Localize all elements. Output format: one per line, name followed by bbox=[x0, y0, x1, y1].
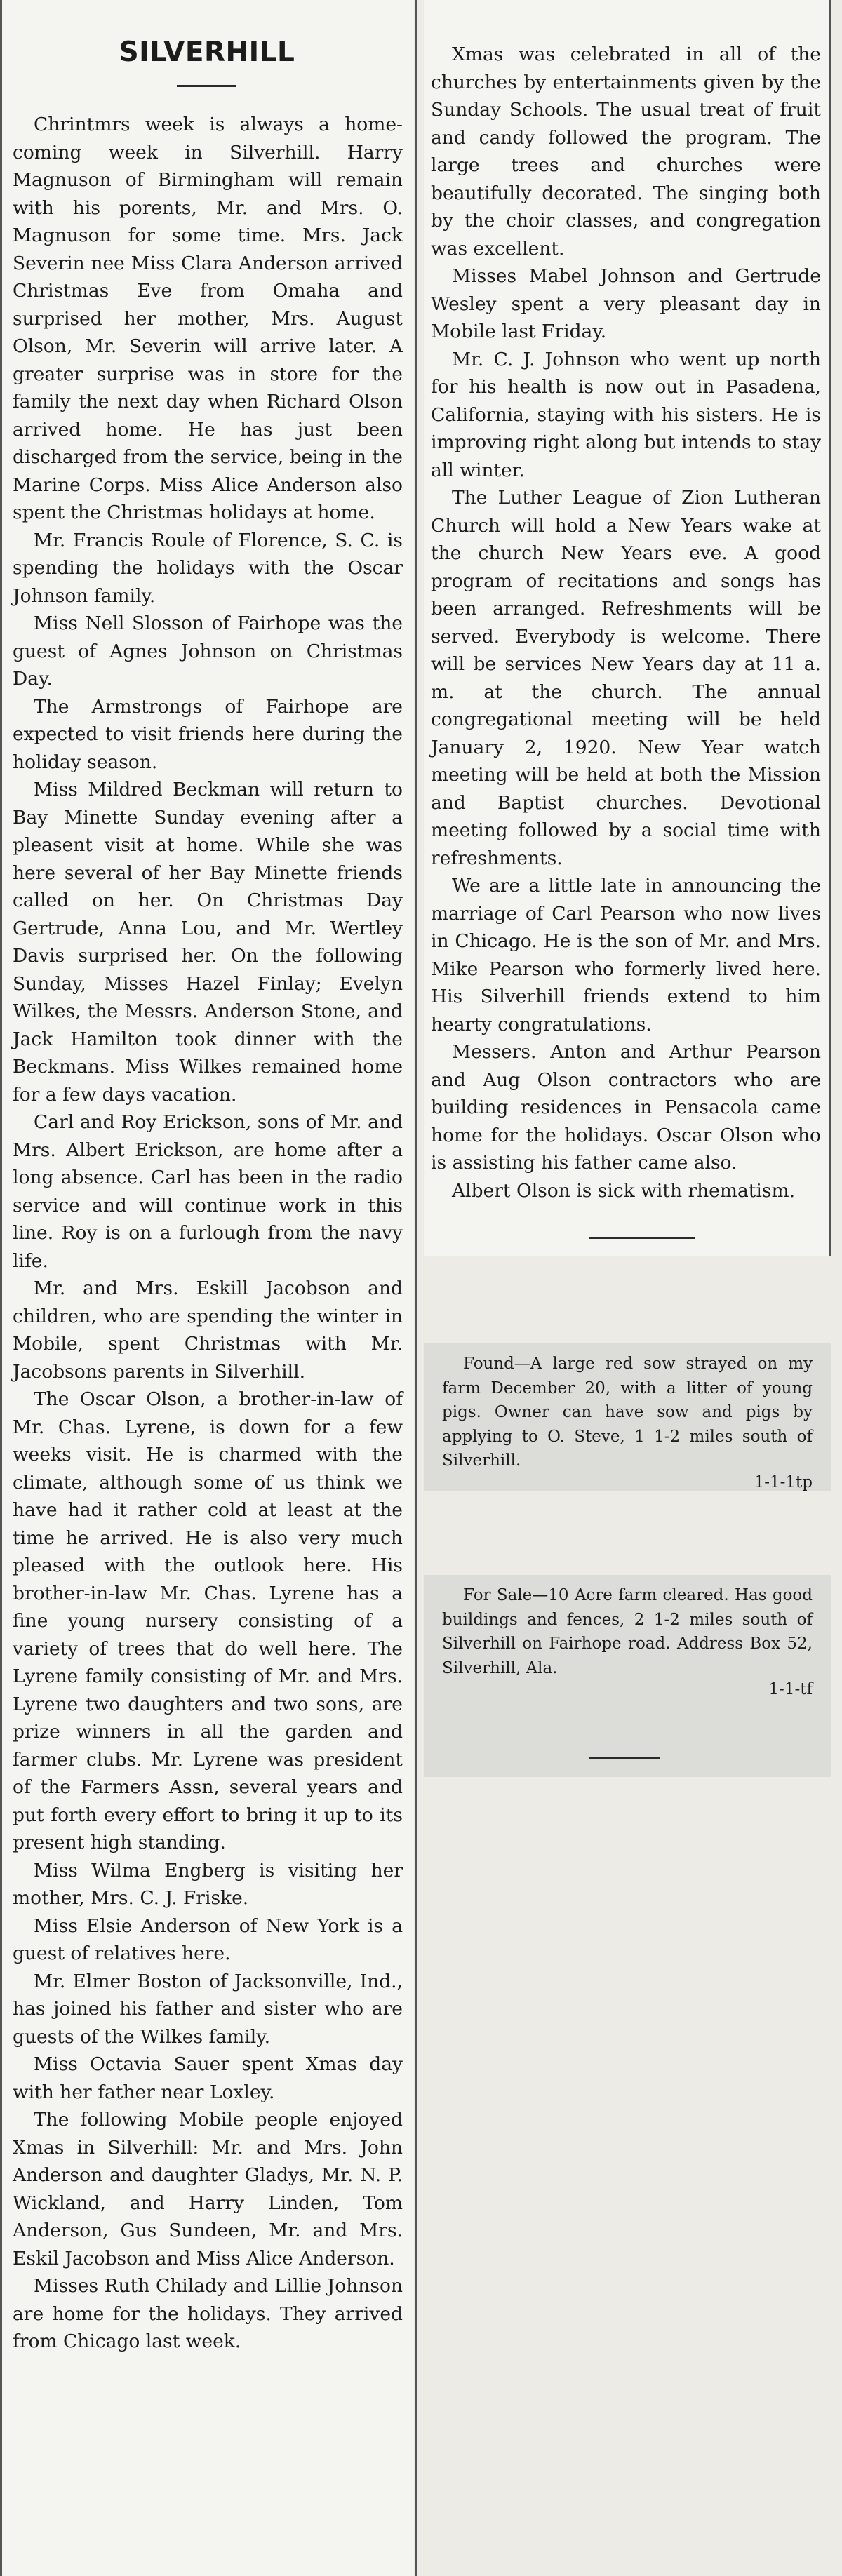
column-divider bbox=[415, 0, 417, 2576]
paragraph: Mr. C. J. Johnson who went up north for his health is now out in Pasadena, California, staying with his sisters. He is improving right along but intends to stay all winter. bbox=[431, 348, 821, 481]
paragraph: Miss Mildred Beckman will return to Bay Minette Sunday evening after a pleasent visit at home. While she was here several of her Bay Minette friends called on her. On Christmas Day Gertrude, Anna Lou, and Mr. Wertley Davis surprised her. On the following Sunday, Misses Hazel Finlay; Evelyn Wilkes, the Messrs. Anderson Stone, and Jack Hamilton took dinner with the Beckmans. Miss Wilkes remained home for a few days vacation. bbox=[13, 779, 403, 1106]
paragraph: The Oscar Olson, a brother-in-law of Mr. Chas. Lyrene, is down for a few weeks visit. He is charmed with the climate, although some of us think we have had it rather cold at least at the time he arrived. He is also very much pleased with the outlook here. His brother-in-law Mr. Chas. Lyrene has a fine young nursery consisting of a variety of trees that do well here. The Lyrene family consisting of Mr. and Mrs. Lyrene two daughters and two sons, are prize winners in all the garden and farmer clubs. Mr. Lyrene was president of the Farmers Assn, several years and put forth every effort to bring it up to its present high standing. bbox=[13, 1388, 403, 1853]
paragraph: Albert Olson is sick with rhematism. bbox=[452, 1179, 796, 1202]
paragraph: Miss Octavia Sauer spent Xmas day with her father near Loxley. bbox=[13, 2053, 403, 2103]
headline: SILVERHILL bbox=[119, 36, 295, 68]
paragraph: Mr. Elmer Boston of Jacksonville, Ind., has joined his father and sister who are guests of the Wilkes family. bbox=[13, 1970, 403, 2048]
paragraph: Misses Mabel Johnson and Gertrude Wesley spent a very pleasant day in Mobile last Friday. bbox=[431, 265, 821, 342]
paragraph: Messers. Anton and Arthur Pearson and Aug Olson contractors who are building residences in Pensacola came home for the holidays. Oscar Olson who is assisting his father came also. bbox=[431, 1041, 821, 1174]
ad-code: 1-1-1tp bbox=[754, 1473, 813, 1491]
ad-end-rule bbox=[589, 1757, 660, 1759]
paragraph: Miss Nell Slosson of Fairhope was the guest of Agnes Johnson on Christmas Day. bbox=[13, 612, 403, 690]
left-column-text bbox=[13, 111, 403, 2356]
paragraph: Carl and Roy Erickson, sons of Mr. and Mrs. Albert Erickson, are home after a long absence. Carl has been in the radio service and will continue work in this line. Roy is on a furlough from the navy life. bbox=[13, 1111, 403, 1272]
paragraph: Mr. Francis Roule of Florence, S. C. is spending the holidays with the Oscar Johnson family. bbox=[13, 529, 403, 607]
paragraph: Misses Ruth Chilady and Lillie Johnson are home for the holidays. They arrived from Chicago last week. bbox=[13, 2275, 403, 2352]
ad-text: For Sale—10 Acre farm cleared. Has good buildings and fences, 2 1-2 miles south of Silverhill on Fairhope road. Address Box 52, Silverhill, Ala. bbox=[442, 1586, 813, 1677]
ad-text: Found—A large red sow strayed on my farm December 20, with a litter of young pigs. Owner can have sow and pigs by applying to O. Steve, 1 1-2 miles south of Silverhill. bbox=[442, 1355, 813, 1470]
classified-ad-for-sale bbox=[424, 1575, 831, 1777]
paragraph: The following Mobile people enjoyed Xmas in Silverhill: Mr. and Mrs. John Anderson and daughter Gladys, Mr. N. P. Wickland, and Harry Linden, Tom Anderson, Gus Sundeen, Mr. and Mrs. Eskil Jacobson and Miss Alice Anderson. bbox=[13, 2109, 403, 2269]
paragraph: Miss Elsie Anderson of New York is a guest of relatives here. bbox=[13, 1914, 403, 1964]
paragraph: We are a little late in announcing the marriage of Carl Pearson who now lives in Chicago. He is the son of Mr. and Mrs. Mike Pearson who formerly lived here. His Silverhill friends extend to him hearty congratulations. bbox=[431, 875, 821, 1035]
headline-rule bbox=[177, 85, 236, 87]
paragraph: The Armstrongs of Fairhope are expected to visit friends here during the holiday season. bbox=[13, 695, 403, 773]
paragraph: The Luther League of Zion Lutheran Church will hold a New Years wake at the church New Years eve. A good program of recitations and songs has been arranged. Refreshments will be served. Everybody is welcome. There will be services New Years day at 11 a. m. at the church. The annual congregational meeting will be held January 2, 1920. New Year watch meeting will be held at both the Mission and Baptist churches. Devotional meeting followed by a social time with refreshments. bbox=[431, 487, 821, 869]
paragraph: Miss Wilma Engberg is visiting her mother, Mrs. C. J. Friske. bbox=[13, 1859, 403, 1909]
paragraph: Chrintmrs week is always a home-coming week in Silverhill. Harry Magnuson of Birmingham will remain with his porents, Mr. and Mrs. O. Magnuson for some time. Mrs. Jack Severin nee Miss Clara Anderson arrived Christmas Eve from Omaha and surprised her mother, Mrs. August Olson, Mr. Severin will arrive later. A greater surprise was in store for the family the next day when Richard Olson arrived home. He has just been discharged from the service, being in the Marine Corps. Miss Alice Anderson also spent the Christmas holidays at home. bbox=[13, 114, 403, 523]
section-end-rule bbox=[589, 1237, 695, 1239]
right-column-text bbox=[431, 41, 821, 1205]
paragraph: Xmas was celebrated in all of the churches by entertainments given by the Sunday Schools. The usual treat of fruit and candy followed the program. The large trees and churches were beautifully decorated. The singing both by the choir classes, and congregation was excellent. bbox=[431, 43, 821, 260]
classified-ad-found bbox=[424, 1343, 831, 1491]
paragraph: Mr. and Mrs. Eskill Jacobson and children, who are spending the winter in Mobile, spent Christmas with Mr. Jacobsons parents in Silverhill. bbox=[13, 1277, 403, 1383]
ad-code: 1-1-tf bbox=[768, 1680, 813, 1698]
